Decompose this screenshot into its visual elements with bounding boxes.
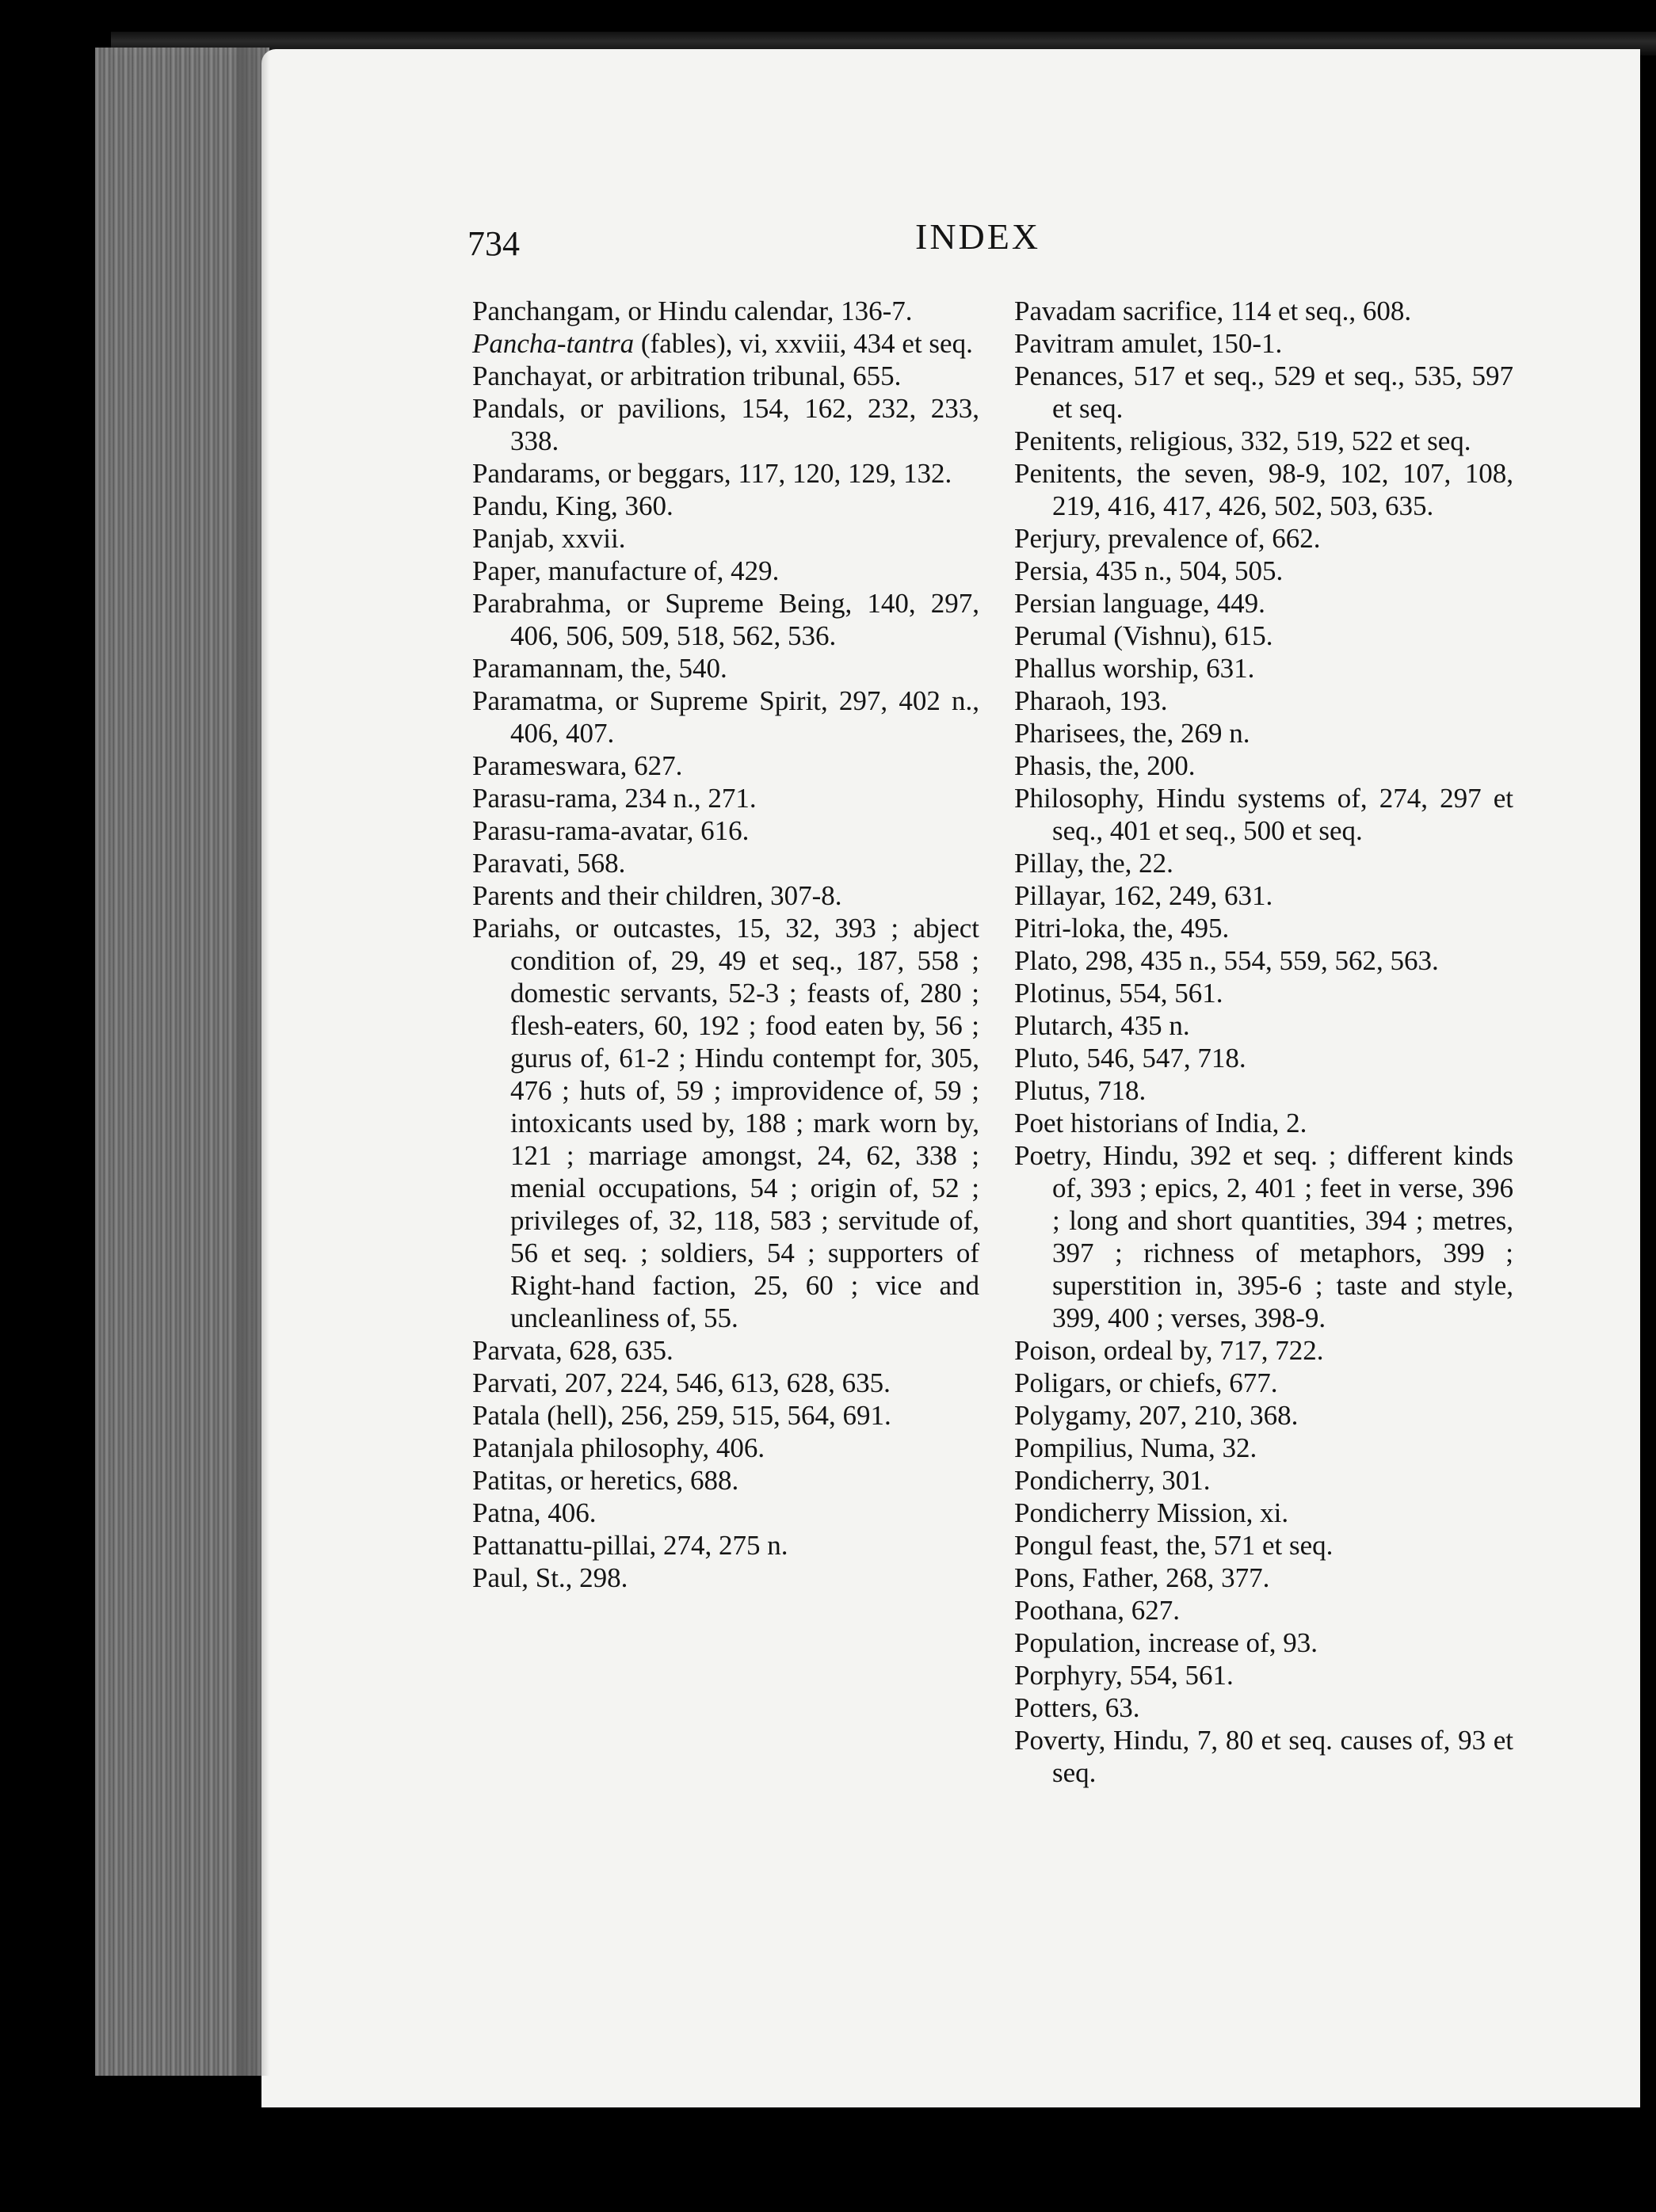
index-entry-text: Poison, ordeal by, 717, 722.	[1014, 1335, 1324, 1366]
index-entry	[1014, 1497, 1513, 1529]
index-entry	[472, 1562, 979, 1594]
index-entry	[1014, 1594, 1513, 1627]
index-entry-text: Phasis, the, 200.	[1014, 750, 1196, 781]
index-entry	[1014, 685, 1513, 717]
index-entry	[1014, 1042, 1513, 1074]
index-entry-text: Panjab, xxvii.	[472, 523, 626, 554]
index-entry	[472, 1367, 979, 1399]
index-entry-text: Poet historians of India, 2.	[1014, 1108, 1307, 1138]
index-entry	[472, 879, 979, 912]
index-entry-text: Paravati, 568.	[472, 848, 626, 879]
index-entry-text: Parvati, 207, 224, 546, 613, 628, 635.	[472, 1367, 891, 1398]
index-entry-text: Patna, 406.	[472, 1497, 597, 1528]
index-entry	[1014, 620, 1513, 652]
index-entry	[472, 587, 979, 652]
index-entry	[472, 327, 979, 360]
index-entry-text: Parameswara, 627.	[472, 750, 683, 781]
index-entry-text: Pillayar, 162, 249, 631.	[1014, 880, 1273, 911]
index-entry-text: Patitas, or heretics, 688.	[472, 1465, 739, 1496]
index-entry	[1014, 1139, 1513, 1334]
index-entry-text: Parents and their children, 307-8.	[472, 880, 842, 911]
page-header	[467, 215, 1545, 271]
index-entry	[1014, 1562, 1513, 1594]
index-entry	[1014, 1334, 1513, 1367]
index-entry-text: Polygamy, 207, 210, 368.	[1014, 1400, 1299, 1431]
index-entry-text: Plutarch, 435 n.	[1014, 1010, 1190, 1041]
index-entry	[472, 1334, 979, 1367]
index-entry	[472, 782, 979, 814]
index-entry	[1014, 717, 1513, 749]
index-entry	[1014, 327, 1513, 360]
index-entry-text: Patanjala philosophy, 406.	[472, 1432, 765, 1463]
index-entry	[1014, 587, 1513, 620]
index-entry	[472, 1497, 979, 1529]
index-entry-text: Pharisees, the, 269 n.	[1014, 718, 1250, 749]
index-entry-text: Persian language, 449.	[1014, 588, 1265, 619]
index-entry-text: Paramatma, or Supreme Spirit, 297, 402 n., 406, 407.	[472, 685, 979, 749]
index-entry	[1014, 360, 1513, 425]
bottom-edge	[95, 2107, 1656, 2212]
index-entry	[1014, 1529, 1513, 1562]
index-entry	[472, 814, 979, 847]
index-entry-text: Persia, 435 n., 504, 505.	[1014, 555, 1284, 586]
index-entry-text: Paul, St., 298.	[472, 1562, 628, 1593]
index-entry	[472, 457, 979, 490]
index-entry-text: Poligars, or chiefs, 677.	[1014, 1367, 1278, 1398]
index-entry-text: (fables), vi, xxviii, 434 et seq.	[634, 328, 973, 359]
index-entry	[1014, 782, 1513, 847]
index-entry	[472, 392, 979, 457]
index-entry-text: Poverty, Hindu, 7, 80 et seq. causes of, 93 et seq.	[1014, 1725, 1513, 1788]
index-entry	[1014, 1464, 1513, 1497]
index-entry-text: Perumal (Vishnu), 615.	[1014, 620, 1273, 651]
index-entry-text: Panchayat, or arbitration tribunal, 655.	[472, 360, 902, 391]
index-entry	[472, 555, 979, 587]
index-entry	[472, 1432, 979, 1464]
index-entry	[1014, 1627, 1513, 1659]
index-column-left	[472, 295, 979, 1594]
index-entry-text: Pluto, 546, 547, 718.	[1014, 1043, 1246, 1074]
index-entry	[1014, 912, 1513, 944]
index-entry-text: Paper, manufacture of, 429.	[472, 555, 780, 586]
index-entry	[1014, 1724, 1513, 1789]
index-entry-text: Pattanattu-pillai, 274, 275 n.	[472, 1530, 788, 1561]
index-entry-text: Penitents, religious, 332, 519, 522 et seq.	[1014, 425, 1471, 456]
index-entry-text: Patala (hell), 256, 259, 515, 564, 691.	[472, 1400, 891, 1431]
index-entry	[1014, 522, 1513, 555]
index-entry	[1014, 1107, 1513, 1139]
index-entry-text: Pons, Father, 268, 377.	[1014, 1562, 1270, 1593]
index-entry-text: Plato, 298, 435 n., 554, 559, 562, 563.	[1014, 945, 1439, 976]
index-entry	[472, 912, 979, 1334]
index-entry	[1014, 1367, 1513, 1399]
index-entry-text: Parabrahma, or Supreme Being, 140, 297, 406, 506, 509, 518, 562, 536.	[472, 588, 979, 651]
index-entry-text: Poetry, Hindu, 392 et seq. ; different kinds of, 393 ; epics, 2, 401 ; feet in verse, 396 ; long and short quantities, 394 ; metres, 397 ; richness of metaphors, 399 ; superstition in, 395-6 ; taste and style, 399, 400 ; verses, 398-9.	[1014, 1140, 1513, 1333]
index-entry-text: Pariahs, or outcastes, 15, 32, 393 ; abject condition of, 29, 49 et seq., 187, 558 ; domestic servants, 52-3 ; feasts of, 280 ; flesh-eaters, 60, 192 ; food eaten by, 56 ; gurus of, 61-2 ; Hindu contempt for, 305, 476 ; huts of, 59 ; improvidence of, 59 ; intoxicants used by, 188 ; mark worn by, 121 ; marriage amongst, 24, 62, 338 ; menial occupations, 54 ; origin of, 52 ; privileges of, 32, 118, 583 ; servitude of, 56 et seq. ; soldiers, 54 ; supporters of Right-hand faction, 25, 60 ; vice and uncleanliness of, 55.	[472, 913, 979, 1333]
index-entry-text: Potters, 63.	[1014, 1692, 1140, 1723]
index-entry-title: Pancha-tantra	[472, 328, 635, 359]
index-entry	[1014, 295, 1513, 327]
index-entry-text: Pavitram amulet, 150-1.	[1014, 328, 1283, 359]
index-entry	[1014, 1659, 1513, 1691]
index-entry-text: Paramannam, the, 540.	[472, 653, 727, 684]
index-entry	[1014, 457, 1513, 522]
index-entry	[1014, 944, 1513, 977]
index-entry-text: Pandu, King, 360.	[472, 490, 673, 521]
index-entry-text: Poothana, 627.	[1014, 1595, 1181, 1626]
index-entry-text: Pillay, the, 22.	[1014, 848, 1173, 879]
index-entry	[1014, 1074, 1513, 1107]
index-entry-text: Penances, 517 et seq., 529 et seq., 535, 597 et seq.	[1014, 360, 1513, 424]
index-entry-text: Pondicherry, 301.	[1014, 1465, 1211, 1496]
index-entry-text: Pharaoh, 193.	[1014, 685, 1168, 716]
index-entry	[472, 1399, 979, 1432]
index-entry	[1014, 425, 1513, 457]
index-entry	[1014, 1691, 1513, 1724]
index-entry	[1014, 879, 1513, 912]
index-entry	[472, 685, 979, 749]
index-entry-text: Pompilius, Numa, 32.	[1014, 1432, 1257, 1463]
index-entry-text: Phallus worship, 631.	[1014, 653, 1255, 684]
index-entry	[1014, 1399, 1513, 1432]
index-entry-text: Parasu-rama, 234 n., 271.	[472, 783, 757, 814]
page-number: 734	[467, 224, 520, 263]
index-entry	[472, 360, 979, 392]
index-entry	[1014, 1432, 1513, 1464]
index-entry	[472, 652, 979, 685]
index-entry	[472, 749, 979, 782]
index-entry-text: Parvata, 628, 635.	[472, 1335, 673, 1366]
index-entry-text: Plutus, 718.	[1014, 1075, 1147, 1106]
index-entry	[472, 490, 979, 522]
index-entry-text: Population, increase of, 93.	[1014, 1627, 1318, 1658]
index-entry-text: Parasu-rama-avatar, 616.	[472, 815, 750, 846]
index-entry	[1014, 847, 1513, 879]
index-entry	[1014, 977, 1513, 1009]
index-entry-text: Pitri-loka, the, 495.	[1014, 913, 1230, 944]
index-entry	[1014, 555, 1513, 587]
index-entry	[472, 847, 979, 879]
index-entry	[1014, 749, 1513, 782]
index-entry-text: Pandals, or pavilions, 154, 162, 232, 233, 338.	[472, 393, 979, 456]
index-entry-text: Porphyry, 554, 561.	[1014, 1660, 1234, 1691]
index-column-right	[1014, 295, 1513, 1789]
index-entry-text: Pandarams, or beggars, 117, 120, 129, 132.	[472, 458, 952, 489]
index-entry	[472, 522, 979, 555]
index-entry	[1014, 652, 1513, 685]
index-entry-text: Philosophy, Hindu systems of, 274, 297 et seq., 401 et seq., 500 et seq.	[1014, 783, 1513, 846]
index-entry-text: Perjury, prevalence of, 662.	[1014, 523, 1321, 554]
gutter-shadow	[238, 48, 269, 2076]
index-entry-text: Pongul feast, the, 571 et seq.	[1014, 1530, 1334, 1561]
index-entry	[472, 1529, 979, 1562]
index-entry-text: Penitents, the seven, 98-9, 102, 107, 108, 219, 416, 417, 426, 502, 503, 635.	[1014, 458, 1513, 521]
index-entry-text: Pavadam sacrifice, 114 et seq., 608.	[1014, 296, 1412, 326]
index-entry-text: Pondicherry Mission, xi.	[1014, 1497, 1289, 1528]
index-entry	[472, 1464, 979, 1497]
index-entry-text: Plotinus, 554, 561.	[1014, 978, 1223, 1009]
page-title: INDEX	[915, 216, 1041, 257]
index-entry-text: Panchangam, or Hindu calendar, 136-7.	[472, 296, 913, 326]
index-entry	[1014, 1009, 1513, 1042]
index-entry	[472, 295, 979, 327]
